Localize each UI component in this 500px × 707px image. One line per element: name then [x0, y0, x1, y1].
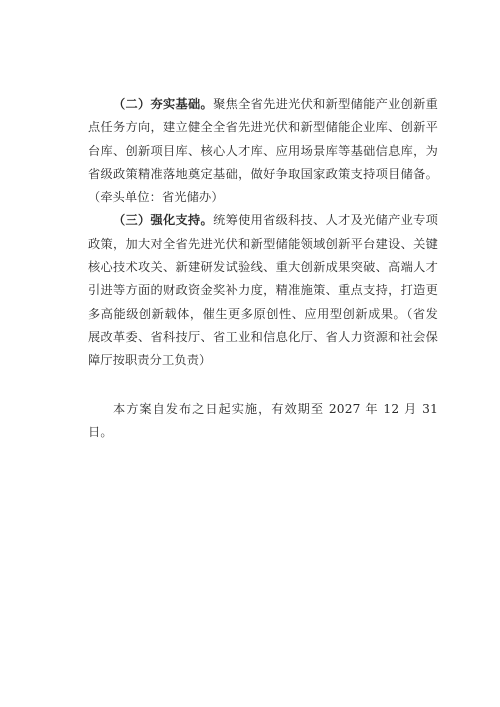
section-2-heading: （二）夯实基础。 [113, 97, 214, 111]
paragraph-section-3 [88, 209, 438, 372]
document-body [88, 93, 438, 444]
section-2-body: 聚焦全省先进光伏和新型储能产业创新重点任务方向，建立健全全省先进光伏和新型储能企业库、创新平台库、创新项目库、核心人才库、应用场景库等基础信息库，为省级政策精准落地奠定基础，做好争取国家政策支持项目储备。（牵头单位：省光储办） [88, 97, 439, 205]
section-3-heading: （三）强化支持。 [113, 213, 214, 228]
section-3-body: 统筹使用省级科技、人才及光储产业专项政策，加大对全省先进光伏和新型储能领域创新平台建设、关键核心技术攻关、新建研发试验线、重大创新成果突破、高端人才引进等方面的财政资金奖补力度，精准施策、重点支持，打造更多高能级创新载体，催生更多原创性、应用型创新成果。（省发展改革委、省科技厅、省工业和信息化厅、省人力资源和社会保障厅按职责分工负责） [88, 213, 439, 368]
closing-statement: 本方案自发布之日起实施，有效期至 2027 年 12 月 31 日。 [88, 401, 438, 439]
paragraph-section-2 [88, 93, 438, 209]
